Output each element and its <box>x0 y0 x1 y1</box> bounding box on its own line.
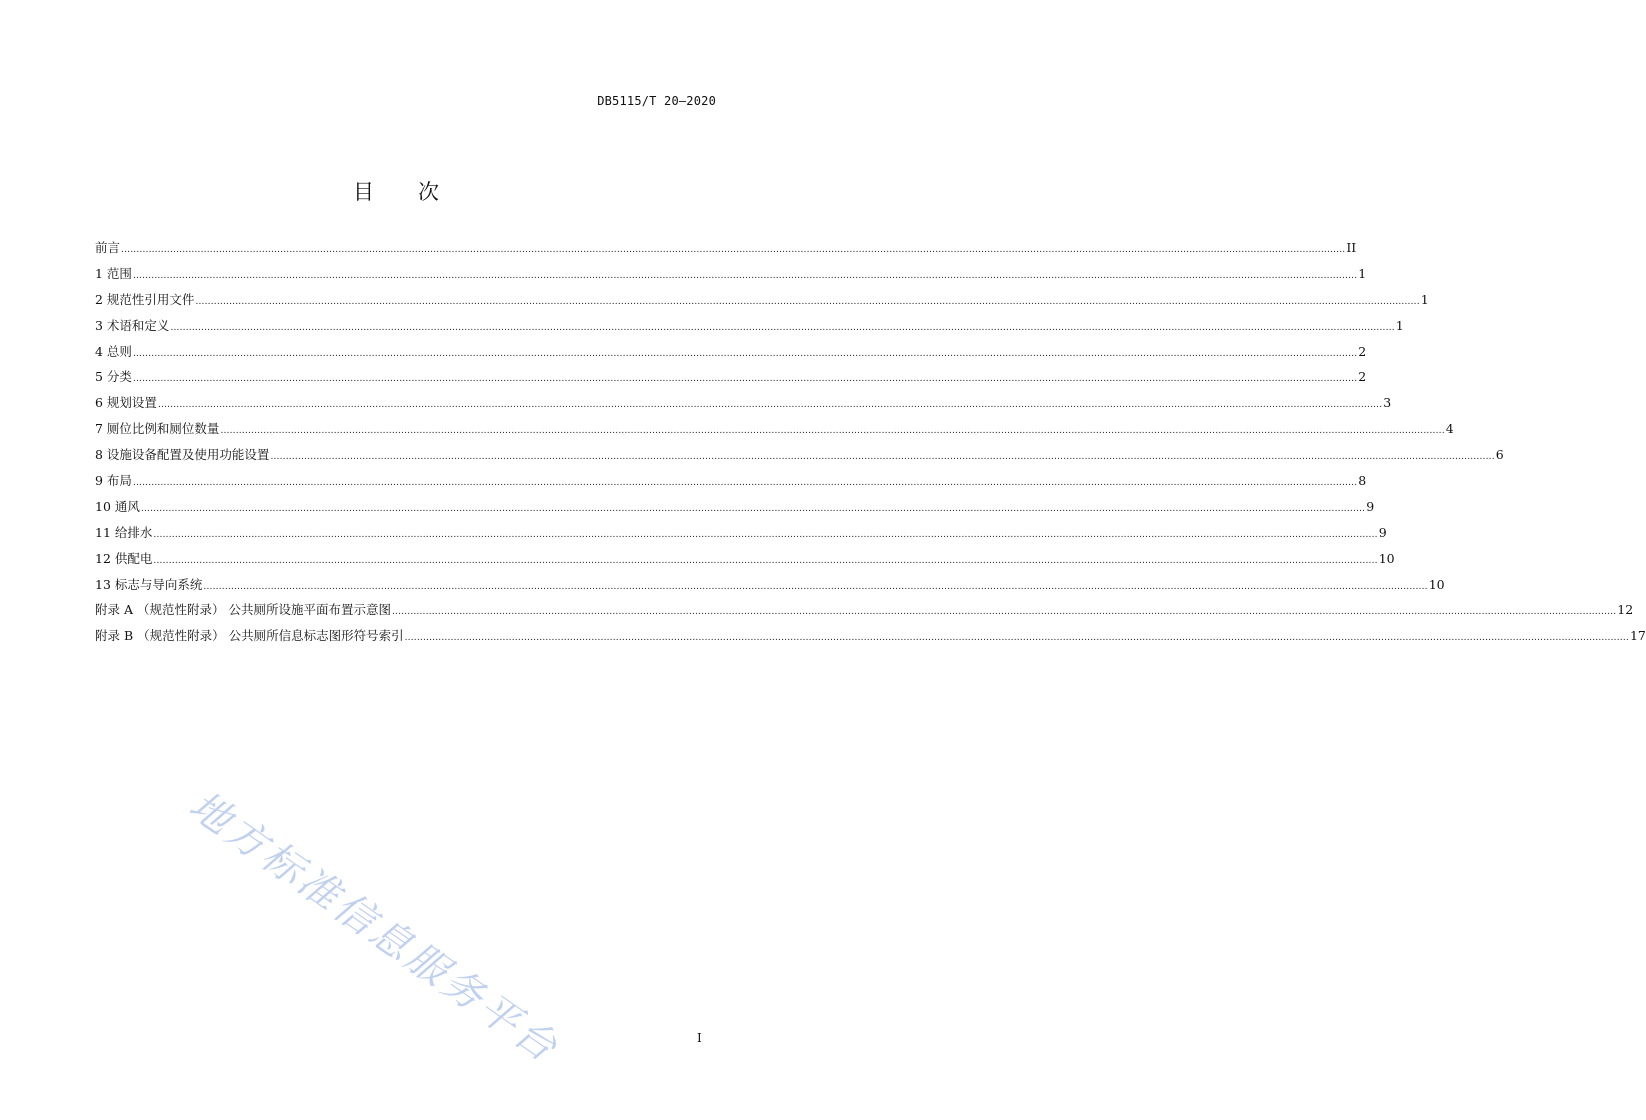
document-code: DB5115/T 20—2020 <box>597 94 716 108</box>
toc-leader-dots: ................................................................................................................................................................................................................................................................................................................................................................................................................ <box>203 581 1428 592</box>
toc-entry-label: 1 范围 <box>95 265 132 281</box>
toc-entry-label: 12 供配电 <box>95 550 153 566</box>
toc-entry-label: 7 厕位比例和厕位数量 <box>95 421 220 437</box>
toc-entry[interactable] <box>95 264 1367 290</box>
page-title <box>0 176 792 206</box>
toc-entry-page: 1 <box>1420 291 1429 307</box>
toc-entry-page: 2 <box>1358 369 1367 385</box>
toc-entry-page: 9 <box>1366 498 1375 514</box>
page-title-part1: 目 <box>353 180 374 204</box>
toc-entry-page: 2 <box>1358 343 1367 359</box>
toc-entry[interactable] <box>95 393 1392 419</box>
watermark-text: 地方标准信息服务平台 <box>180 782 568 1073</box>
toc-entry[interactable] <box>95 600 1634 626</box>
toc-entry[interactable] <box>95 497 1375 523</box>
table-of-contents <box>95 238 1646 652</box>
toc-entry[interactable] <box>95 549 1395 575</box>
toc-entry-page: II <box>1346 240 1357 255</box>
toc-entry[interactable] <box>95 342 1367 368</box>
toc-entry[interactable] <box>95 290 1429 316</box>
toc-entry-label: 附录 A （规范性附录） 公共厕所设施平面布置示意图 <box>95 602 391 618</box>
toc-entry-label: 2 规范性引用文件 <box>95 291 195 307</box>
toc-entry-page: 1 <box>1395 317 1404 333</box>
toc-entry-page: 9 <box>1378 524 1387 540</box>
toc-entry-label: 8 设施设备配置及使用功能设置 <box>95 447 270 463</box>
toc-leader-dots: ................................................................................................................................................................................................................................................................................................................................................................................................................ <box>195 296 1420 307</box>
toc-leader-dots: ................................................................................................................................................................................................................................................................................................................................................................................................................ <box>391 607 1617 618</box>
toc-leader-dots: ................................................................................................................................................................................................................................................................................................................................................................................................................ <box>132 478 1358 489</box>
toc-entry-label: 9 布局 <box>95 473 132 489</box>
toc-entry[interactable] <box>95 238 1357 264</box>
toc-leader-dots: ................................................................................................................................................................................................................................................................................................................................................................................................................ <box>170 322 1395 333</box>
toc-entry-page: 6 <box>1495 447 1504 463</box>
toc-leader-dots: ................................................................................................................................................................................................................................................................................................................................................................................................................ <box>140 503 1366 514</box>
toc-entry-page: 3 <box>1383 395 1392 411</box>
toc-entry[interactable] <box>95 367 1367 393</box>
toc-entry-label: 11 给排水 <box>95 524 153 540</box>
toc-entry-label: 附录 B （规范性附录） 公共厕所信息标志图形符号索引 <box>95 628 404 644</box>
toc-leader-dots: ................................................................................................................................................................................................................................................................................................................................................................................................................ <box>220 426 1445 437</box>
toc-entry-label: 5 分类 <box>95 369 132 385</box>
toc-entry[interactable] <box>95 626 1646 652</box>
toc-leader-dots: ................................................................................................................................................................................................................................................................................................................................................................................................................ <box>121 245 1346 255</box>
toc-entry-page: 8 <box>1358 473 1367 489</box>
page-number: I <box>697 1031 702 1045</box>
toc-entry[interactable] <box>95 471 1367 497</box>
toc-entry-page: 12 <box>1617 602 1634 618</box>
toc-entry-label: 10 通风 <box>95 498 140 514</box>
toc-leader-dots: ................................................................................................................................................................................................................................................................................................................................................................................................................ <box>132 270 1358 281</box>
toc-entry-page: 1 <box>1358 265 1367 281</box>
toc-entry[interactable] <box>95 419 1454 445</box>
toc-leader-dots: ................................................................................................................................................................................................................................................................................................................................................................................................................ <box>153 529 1378 540</box>
toc-entry-label: 6 规划设置 <box>95 395 157 411</box>
toc-entry[interactable] <box>95 316 1404 342</box>
toc-entry-label: 前言 <box>95 240 121 255</box>
toc-entry[interactable] <box>95 445 1504 471</box>
toc-entry[interactable] <box>95 575 1445 601</box>
toc-leader-dots: ................................................................................................................................................................................................................................................................................................................................................................................................................ <box>404 633 1629 644</box>
toc-entry-page: 10 <box>1428 576 1445 592</box>
toc-entry-page: 10 <box>1378 550 1395 566</box>
page-title-part2: 次 <box>418 180 439 204</box>
toc-leader-dots: ................................................................................................................................................................................................................................................................................................................................................................................................................ <box>153 555 1378 566</box>
toc-entry-label: 4 总则 <box>95 343 132 359</box>
toc-leader-dots: ................................................................................................................................................................................................................................................................................................................................................................................................................ <box>132 374 1358 385</box>
toc-entry[interactable] <box>95 523 1387 549</box>
toc-entry-label: 13 标志与导向系统 <box>95 576 203 592</box>
toc-leader-dots: ................................................................................................................................................................................................................................................................................................................................................................................................................ <box>157 400 1383 411</box>
toc-entry-page: 4 <box>1445 421 1454 437</box>
toc-leader-dots: ................................................................................................................................................................................................................................................................................................................................................................................................................ <box>132 348 1358 359</box>
toc-entry-label: 3 术语和定义 <box>95 317 170 333</box>
toc-entry-page: 17 <box>1629 628 1646 644</box>
toc-leader-dots: ................................................................................................................................................................................................................................................................................................................................................................................................................ <box>270 452 1495 463</box>
